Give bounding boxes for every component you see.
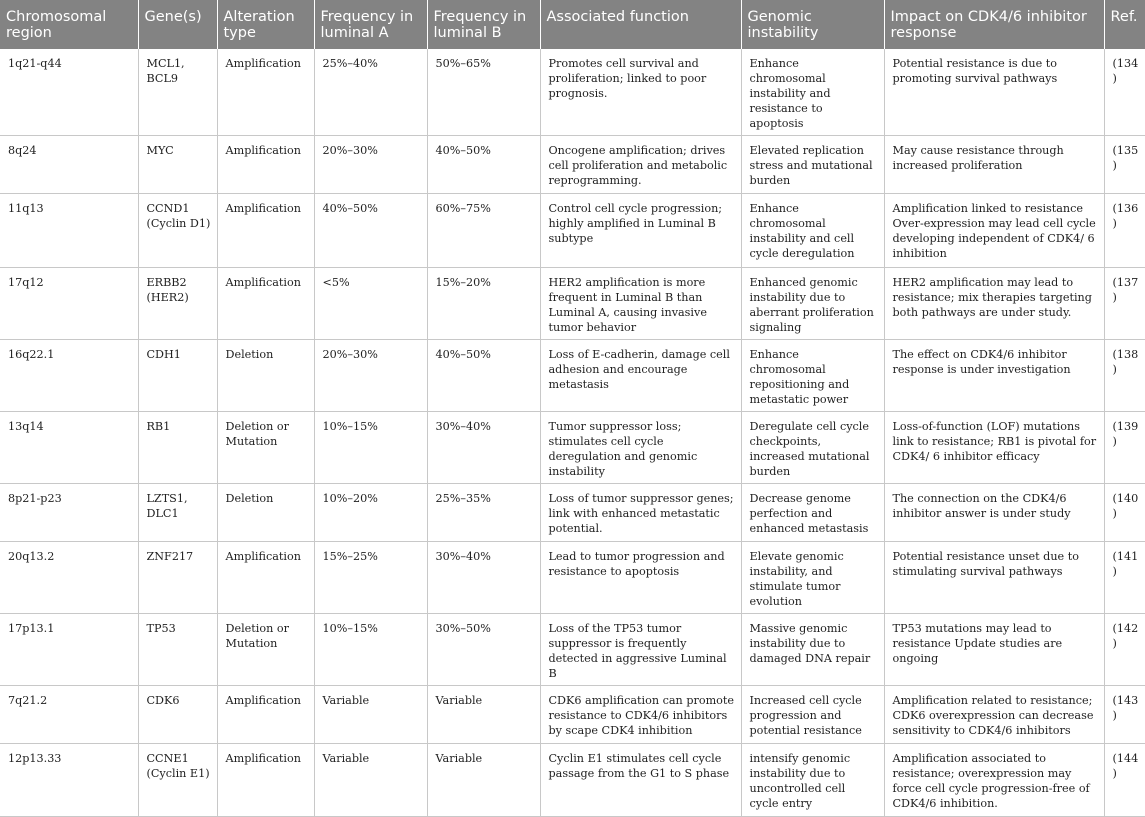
cell-chromosomal-region: 1q21-q44 [0, 49, 138, 136]
cell-associated-function: Loss of tumor suppressor genes; link with enhanced metastatic potential. [540, 484, 741, 542]
cell-genes: CCND1 (Cyclin D1) [138, 194, 217, 268]
cell-chromosomal-region: 11q13 [0, 194, 138, 268]
cell-ref: (138) [1104, 340, 1145, 412]
cell-genomic-instability: Increased cell cycle progression and potential resistance [741, 686, 884, 744]
cell-alteration-type: Amplification [217, 49, 314, 136]
cell-alteration-type: Amplification [217, 686, 314, 744]
cell-frequency-luminal-b: 30%–50% [427, 614, 540, 686]
header-cdk46-impact: Impact on CDK4/6 inhibitor response [884, 0, 1104, 49]
cell-genes: MCL1, BCL9 [138, 49, 217, 136]
cell-frequency-luminal-a: Variable [314, 686, 427, 744]
cell-ref: (140) [1104, 484, 1145, 542]
cell-genes: CDK6 [138, 686, 217, 744]
cell-ref: (134) [1104, 49, 1145, 136]
cell-frequency-luminal-b: 40%–50% [427, 136, 540, 194]
cell-frequency-luminal-a: Variable [314, 744, 427, 817]
cell-genes: TP53 [138, 614, 217, 686]
cell-genes: CDH1 [138, 340, 217, 412]
cell-cdk46-impact: Amplification linked to resistance Over-expression may lead cell cycle developing independent of CDK4/ 6 inhibition [884, 194, 1104, 268]
cell-frequency-luminal-a: 20%–30% [314, 136, 427, 194]
cell-cdk46-impact: Amplification associated to resistance; overexpression may force cell cycle progression-free of CDK4/6 inhibition. [884, 744, 1104, 817]
cell-genes: CCNE1 (Cyclin E1) [138, 744, 217, 817]
cell-ref: (144) [1104, 744, 1145, 817]
cell-genes: MYC [138, 136, 217, 194]
table-row [0, 542, 1145, 614]
header-associated-function: Associated function [540, 0, 741, 49]
cell-frequency-luminal-a: <5% [314, 268, 427, 340]
cell-genomic-instability: Elevate genomic instability, and stimulate tumor evolution [741, 542, 884, 614]
cell-alteration-type: Amplification [217, 542, 314, 614]
cell-genomic-instability: Enhance chromosomal repositioning and metastatic power [741, 340, 884, 412]
cell-frequency-luminal-a: 10%–15% [314, 614, 427, 686]
cell-genes: ZNF217 [138, 542, 217, 614]
cell-chromosomal-region: 8p21-p23 [0, 484, 138, 542]
cell-frequency-luminal-b: 40%–50% [427, 340, 540, 412]
table-row [0, 136, 1145, 194]
cell-chromosomal-region: 17q12 [0, 268, 138, 340]
table-row [0, 194, 1145, 268]
cell-alteration-type: Deletion or Mutation [217, 412, 314, 484]
cell-alteration-type: Deletion [217, 484, 314, 542]
header-frequency-luminal-a: Frequency in luminal A [314, 0, 427, 49]
cell-alteration-type: Amplification [217, 136, 314, 194]
cell-frequency-luminal-b: 50%–65% [427, 49, 540, 136]
table-row [0, 686, 1145, 744]
cell-chromosomal-region: 17p13.1 [0, 614, 138, 686]
cell-chromosomal-region: 13q14 [0, 412, 138, 484]
cell-chromosomal-region: 8q24 [0, 136, 138, 194]
cell-genomic-instability: Enhance chromosomal instability and cell cycle deregulation [741, 194, 884, 268]
table-row [0, 614, 1145, 686]
cell-associated-function: HER2 amplification is more frequent in Luminal B than Luminal A, causing invasive tumor behavior [540, 268, 741, 340]
cell-frequency-luminal-b: Variable [427, 686, 540, 744]
cell-cdk46-impact: May cause resistance through increased proliferation [884, 136, 1104, 194]
cell-genomic-instability: Elevated replication stress and mutational burden [741, 136, 884, 194]
cell-associated-function: Loss of the TP53 tumor suppressor is frequently detected in aggressive Luminal B [540, 614, 741, 686]
cell-alteration-type: Amplification [217, 744, 314, 817]
cell-chromosomal-region: 7q21.2 [0, 686, 138, 744]
cell-alteration-type: Amplification [217, 194, 314, 268]
cell-ref: (136) [1104, 194, 1145, 268]
cell-genomic-instability: intensify genomic instability due to uncontrolled cell cycle entry [741, 744, 884, 817]
cell-genomic-instability: Enhance chromosomal instability and resistance to apoptosis [741, 49, 884, 136]
cell-frequency-luminal-a: 40%–50% [314, 194, 427, 268]
cell-genes: LZTS1, DLC1 [138, 484, 217, 542]
cell-frequency-luminal-b: 25%–35% [427, 484, 540, 542]
cell-associated-function: Oncogene amplification; drives cell proliferation and metabolic reprogramming. [540, 136, 741, 194]
cell-cdk46-impact: TP53 mutations may lead to resistance Update studies are ongoing [884, 614, 1104, 686]
header-genomic-instability: Genomic instability [741, 0, 884, 49]
cell-frequency-luminal-b: 30%–40% [427, 412, 540, 484]
cell-associated-function: Cyclin E1 stimulates cell cycle passage from the G1 to S phase [540, 744, 741, 817]
cell-chromosomal-region: 12p13.33 [0, 744, 138, 817]
cell-frequency-luminal-b: Variable [427, 744, 540, 817]
cell-cdk46-impact: The effect on CDK4/6 inhibitor response is under investigation [884, 340, 1104, 412]
header-row [0, 0, 1145, 49]
cell-alteration-type: Deletion or Mutation [217, 614, 314, 686]
cell-associated-function: Loss of E-cadherin, damage cell adhesion and encourage metastasis [540, 340, 741, 412]
cell-frequency-luminal-a: 25%–40% [314, 49, 427, 136]
cell-ref: (143) [1104, 686, 1145, 744]
table-row [0, 340, 1145, 412]
header-alteration-type: Alteration type [217, 0, 314, 49]
cell-genomic-instability: Deregulate cell cycle checkpoints, increased mutational burden [741, 412, 884, 484]
table-row [0, 484, 1145, 542]
cell-frequency-luminal-b: 30%–40% [427, 542, 540, 614]
cell-ref: (139) [1104, 412, 1145, 484]
header-chromosomal-region: Chromosomal region [0, 0, 138, 49]
cell-genes: ERBB2 (HER2) [138, 268, 217, 340]
cell-associated-function: Control cell cycle progression; highly amplified in Luminal B subtype [540, 194, 741, 268]
cell-genes: RB1 [138, 412, 217, 484]
cell-associated-function: CDK6 amplification can promote resistance to CDK4/6 inhibitors by scape CDK4 inhibition [540, 686, 741, 744]
cell-cdk46-impact: Loss-of-function (LOF) mutations link to resistance; RB1 is pivotal for CDK4/ 6 inhibitor efficacy [884, 412, 1104, 484]
cell-ref: (137) [1104, 268, 1145, 340]
cell-frequency-luminal-b: 60%–75% [427, 194, 540, 268]
cell-genomic-instability: Massive genomic instability due to damaged DNA repair [741, 614, 884, 686]
cell-frequency-luminal-a: 15%–25% [314, 542, 427, 614]
cell-associated-function: Lead to tumor progression and resistance to apoptosis [540, 542, 741, 614]
cell-frequency-luminal-a: 10%–20% [314, 484, 427, 542]
table-row [0, 49, 1145, 136]
cell-ref: (141) [1104, 542, 1145, 614]
cell-cdk46-impact: Amplification related to resistance; CDK6 overexpression can decrease sensitivity to CDK4/6 inhibitors [884, 686, 1104, 744]
cell-alteration-type: Deletion [217, 340, 314, 412]
cell-frequency-luminal-a: 10%–15% [314, 412, 427, 484]
header-genes: Gene(s) [138, 0, 217, 49]
cell-genomic-instability: Enhanced genomic instability due to aberrant proliferation signaling [741, 268, 884, 340]
cell-ref: (142) [1104, 614, 1145, 686]
cell-cdk46-impact: Potential resistance unset due to stimulating survival pathways [884, 542, 1104, 614]
cell-associated-function: Tumor suppressor loss; stimulates cell cycle deregulation and genomic instability [540, 412, 741, 484]
cell-associated-function: Promotes cell survival and proliferation; linked to poor prognosis. [540, 49, 741, 136]
cell-frequency-luminal-a: 20%–30% [314, 340, 427, 412]
cell-chromosomal-region: 20q13.2 [0, 542, 138, 614]
cell-ref: (135) [1104, 136, 1145, 194]
table-row [0, 268, 1145, 340]
cell-cdk46-impact: HER2 amplification may lead to resistance; mix therapies targeting both pathways are under study. [884, 268, 1104, 340]
cell-alteration-type: Amplification [217, 268, 314, 340]
cell-cdk46-impact: The connection on the CDK4/6 inhibitor answer is under study [884, 484, 1104, 542]
header-ref: Ref. [1104, 0, 1145, 49]
table-row [0, 412, 1145, 484]
table-row [0, 744, 1145, 817]
cell-cdk46-impact: Potential resistance is due to promoting survival pathways [884, 49, 1104, 136]
header-frequency-luminal-b: Frequency in luminal B [427, 0, 540, 49]
cell-genomic-instability: Decrease genome perfection and enhanced metastasis [741, 484, 884, 542]
cell-frequency-luminal-b: 15%–20% [427, 268, 540, 340]
cell-chromosomal-region: 16q22.1 [0, 340, 138, 412]
